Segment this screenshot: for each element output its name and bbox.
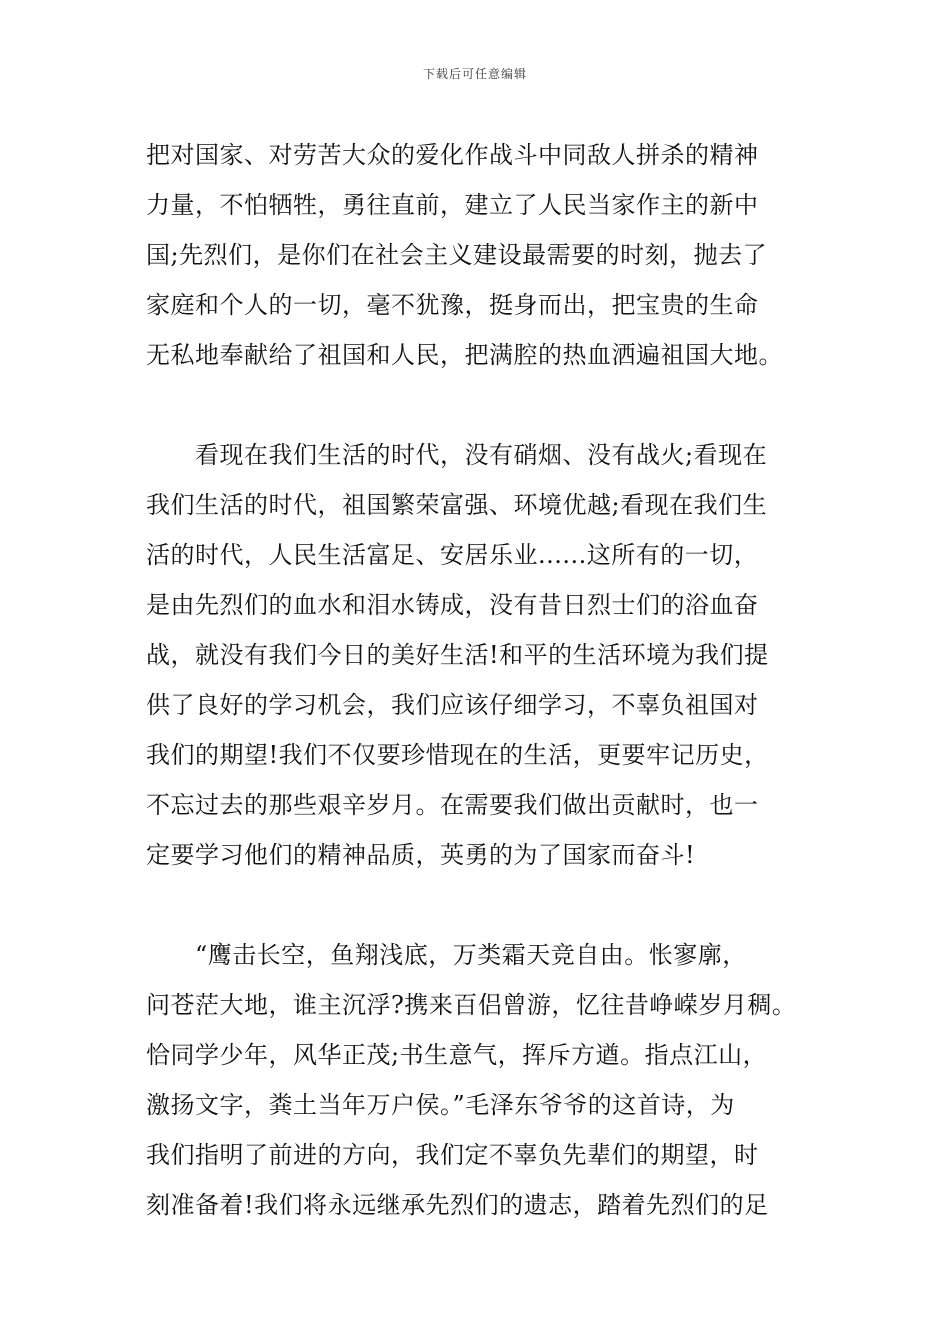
text-line: “鹰击长空，鱼翔浅底，万类霜天竞自由。怅寥廓， — [146, 941, 747, 969]
document-body — [146, 130, 816, 1230]
paragraph-2 — [146, 430, 816, 880]
text-line: 力量，不怕牺牲，勇往直前，建立了人民当家作主的新中 — [146, 191, 759, 219]
text-line: 看现在我们生活的时代，没有硝烟、没有战火;看现在 — [146, 441, 768, 469]
paragraph-3 — [146, 930, 816, 1230]
text-line: 活的时代，人民生活富足、安居乐业......这所有的一切， — [146, 541, 759, 569]
text-line: 恰同学少年，风华正茂;书生意气，挥斥方遒。指点江山， — [146, 1041, 768, 1069]
text-line: 定要学习他们的精神品质，英勇的为了国家而奋斗! — [146, 841, 696, 869]
page-header: 下载后可任意编辑 — [422, 67, 527, 81]
text-line: 激扬文字，粪土当年万户侯。”毛泽东爷爷的这首诗，为 — [146, 1091, 735, 1119]
paragraph-1 — [146, 130, 816, 380]
text-line: 刻准备着!我们将永远继承先烈们的遗志，踏着先烈们的足 — [146, 1191, 769, 1219]
text-line: 家庭和个人的一切，毫不犹豫，挺身而出，把宝贵的生命 — [146, 291, 759, 319]
text-line: 把对国家、对劳苦大众的爱化作战斗中同敌人拼杀的精神 — [146, 141, 759, 169]
text-line: 我们生活的时代，祖国繁荣富强、环境优越;看现在我们生 — [146, 491, 768, 519]
text-line: 我们的期望!我们不仅要珍惜现在的生活，更要牢记历史， — [146, 741, 769, 769]
paragraph-spacer — [146, 380, 816, 430]
paragraph-spacer — [146, 880, 816, 930]
text-line: 无私地奉献给了祖国和人民，把满腔的热血洒遍祖国大地。 — [146, 341, 783, 369]
text-line: 国;先烈们，是你们在社会主义建设最需要的时刻，抛去了 — [146, 241, 768, 269]
text-line: 战，就没有我们今日的美好生活!和平的生活环境为我们提 — [146, 641, 769, 669]
text-line: 不忘过去的那些艰辛岁月。在需要我们做出贡献时，也一 — [146, 791, 759, 819]
text-line: 问苍茫大地，谁主沉浮?携来百侣曾游，忆往昔峥嵘岁月稠。 — [146, 991, 797, 1019]
text-line: 供了良好的学习机会，我们应该仔细学习，不辜负祖国对 — [146, 691, 759, 719]
text-line: 是由先烈们的血水和泪水铸成，没有昔日烈士们的浴血奋 — [146, 591, 759, 619]
text-line: 我们指明了前进的方向，我们定不辜负先辈们的期望，时 — [146, 1141, 759, 1169]
